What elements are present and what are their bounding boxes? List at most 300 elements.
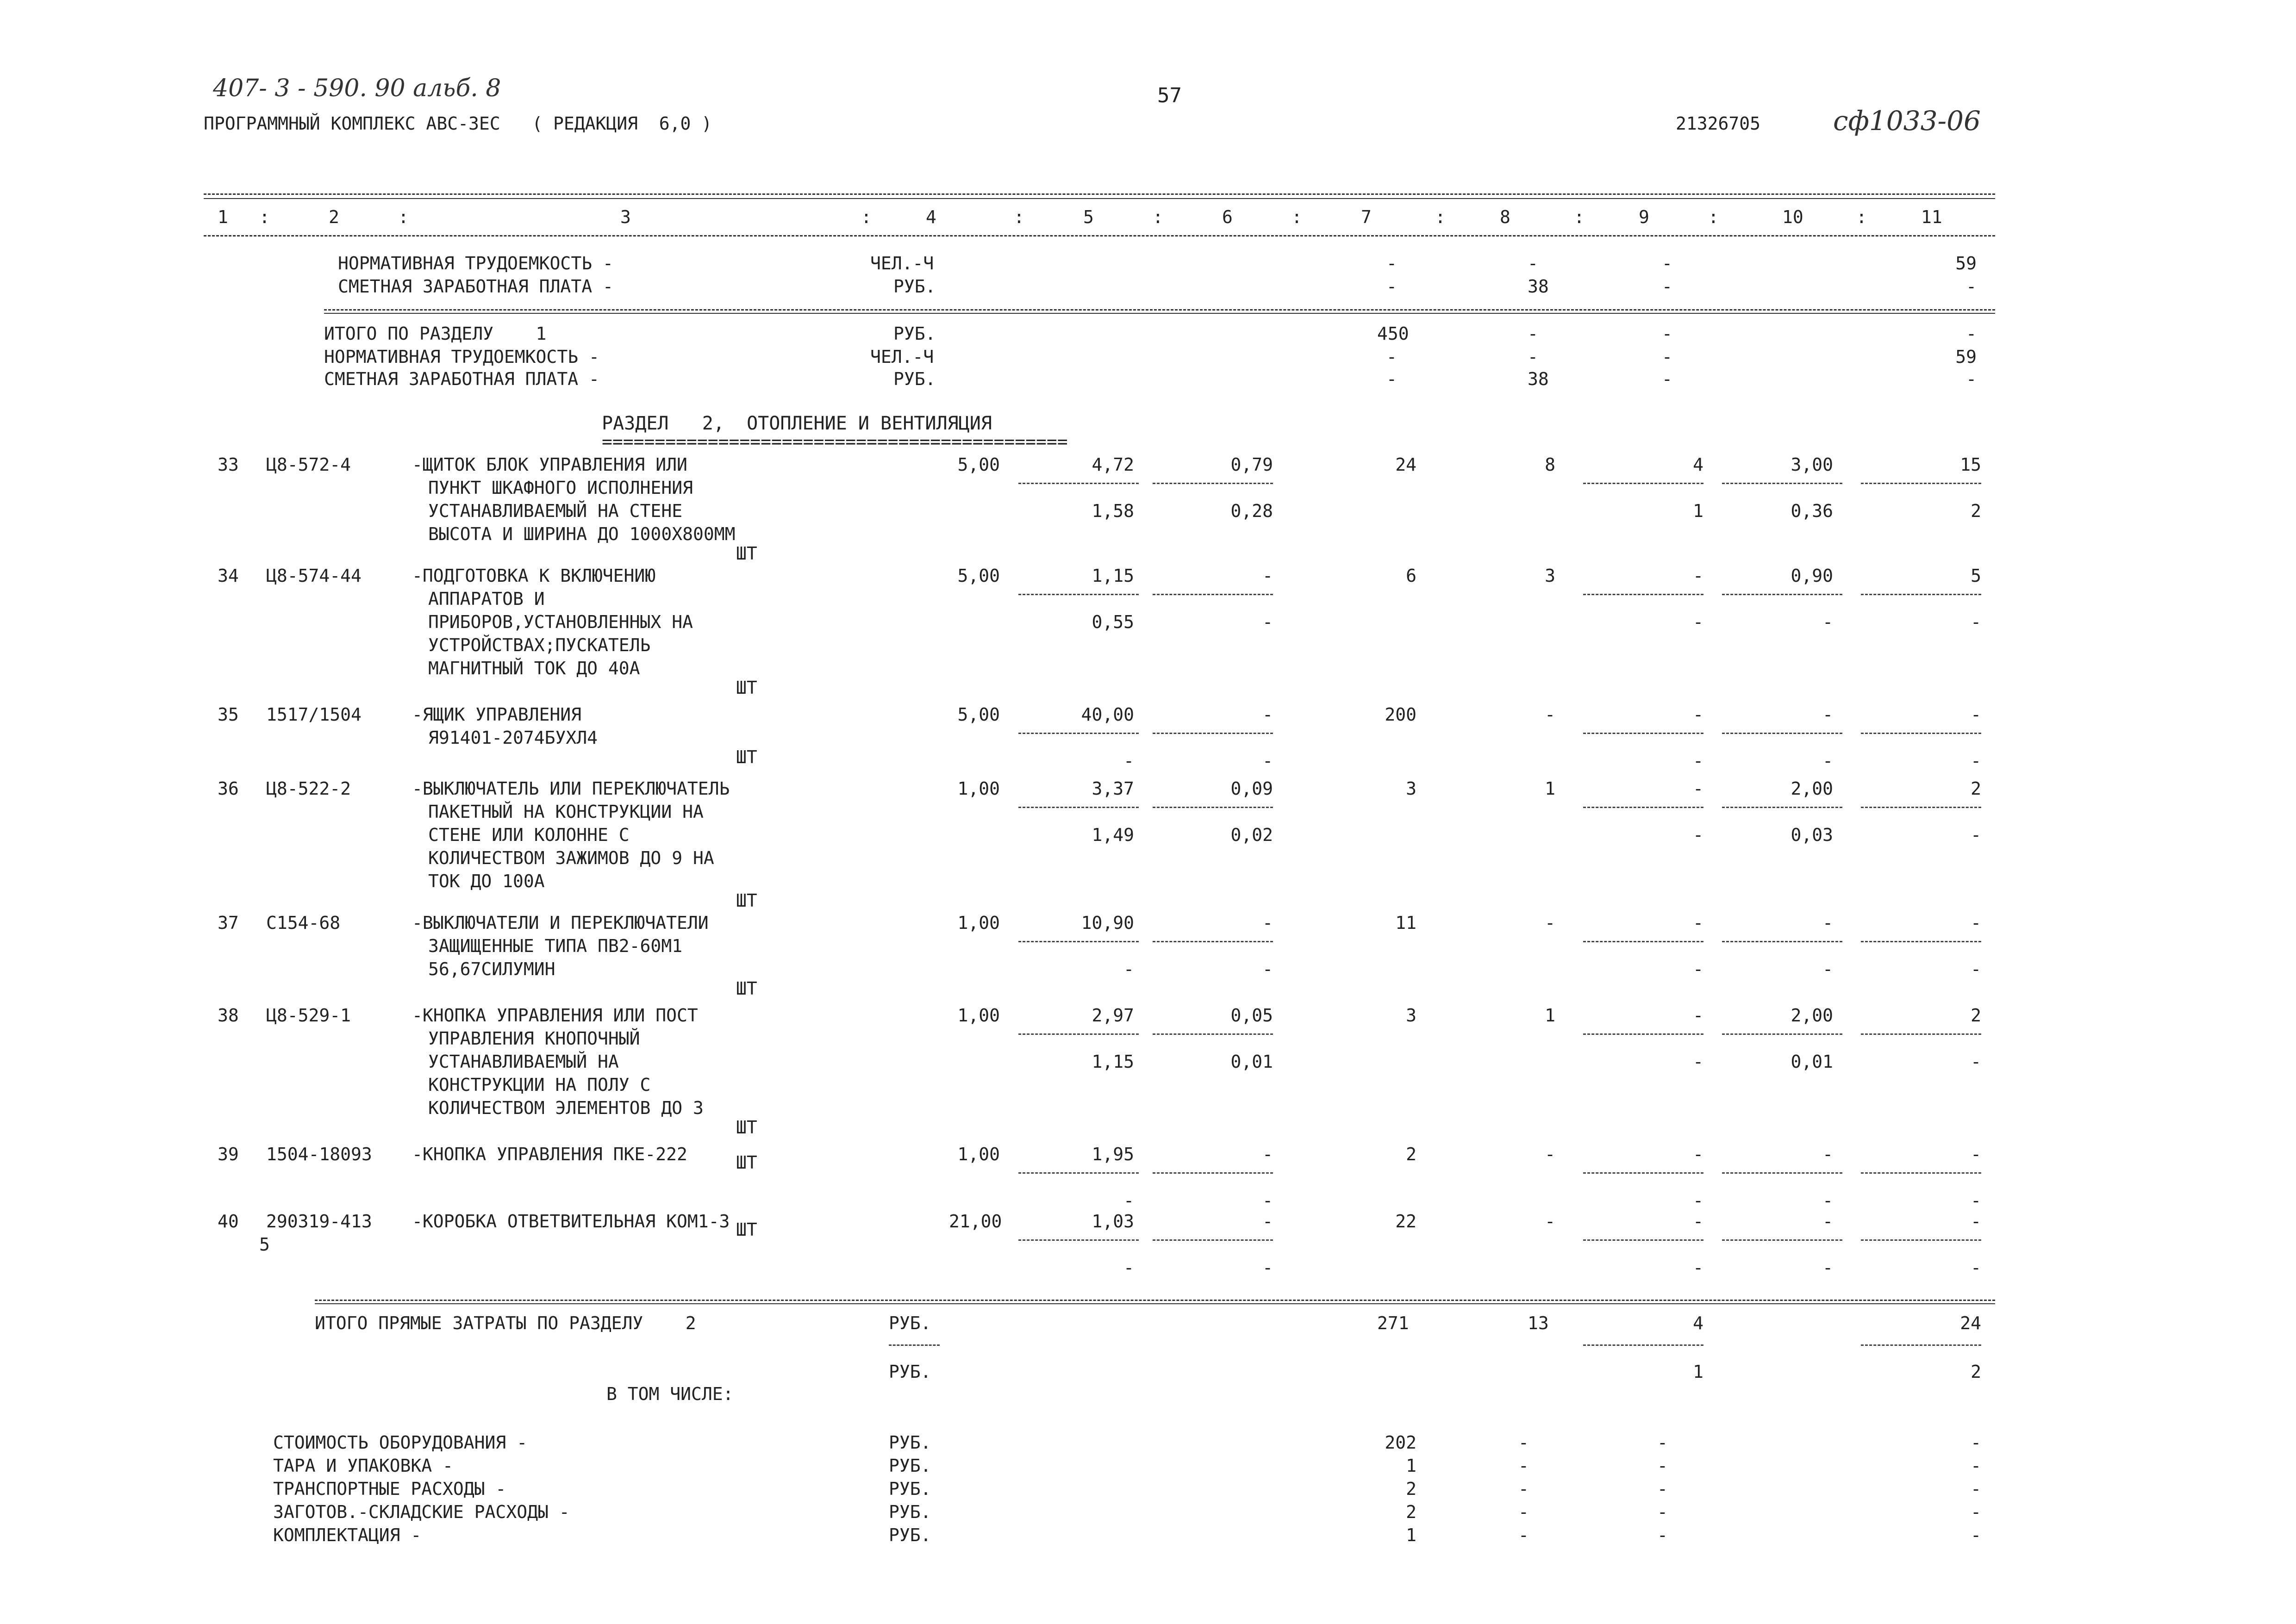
item-total-wage: 1	[1545, 778, 1555, 799]
col-11: 11	[1921, 207, 1942, 227]
item-labor-unit-machine: -	[1822, 1190, 1833, 1211]
item-subrule	[1153, 733, 1273, 734]
total-c8: -	[1528, 324, 1538, 344]
item-subrule	[1861, 807, 1981, 808]
item-subrule	[1018, 1172, 1139, 1174]
total-unit: ЧЕЛ.-Ч	[870, 347, 934, 367]
item-description-line: ВЫСОТА И ШИРИНА ДО 1000Х800ММ	[428, 524, 736, 544]
item-description-line: -ВЫКЛЮЧАТЕЛИ И ПЕРЕКЛЮЧАТЕЛИ	[412, 913, 709, 933]
total-c7: 450	[1377, 324, 1409, 344]
item-quantity: 1,00	[957, 778, 1000, 799]
item-description-line: -ЯЩИК УПРАВЛЕНИЯ	[412, 704, 582, 725]
item-description-line: АППАРАТОВ И	[428, 589, 545, 609]
section2-underline: ============================================	[602, 431, 1068, 452]
col-3: 3	[620, 207, 631, 227]
item-unit-cost-machine: -	[1123, 1257, 1134, 1278]
item-description-line: ТОК ДО 100А	[428, 871, 545, 891]
item-unit-cost-machine: 1,15	[1092, 1052, 1134, 1072]
item-description-line: УСТАНАВЛИВАЕМЫЙ НА СТЕНЕ	[428, 501, 683, 521]
item-wage-cost: -	[1262, 566, 1273, 586]
item-subrule	[1018, 807, 1139, 808]
item-unit: ШТ	[736, 978, 757, 999]
item-subrule	[1722, 807, 1842, 808]
item-subrule	[1583, 483, 1703, 484]
doc-number: 21326705	[1676, 113, 1761, 134]
item-number: 37	[218, 913, 239, 933]
breakdown-c8: -	[1518, 1502, 1529, 1522]
item-code: Ц8-522-2	[266, 778, 351, 799]
item-subrule	[1583, 1239, 1703, 1241]
item-subrule	[1018, 1033, 1139, 1035]
item-wage-cost-machine: 0,02	[1230, 825, 1273, 845]
item-labor-total-machine: 2	[1971, 501, 1981, 521]
item-code: 1517/1504	[266, 704, 362, 725]
item-description-line: -ВЫКЛЮЧАТЕЛЬ ИЛИ ПЕРЕКЛЮЧАТЕЛЬ	[412, 778, 730, 799]
section2-total-c7: 271	[1377, 1313, 1409, 1333]
summary-c9: -	[1662, 253, 1672, 274]
item-description-line: -КОРОБКА ОТВЕТВИТЕЛЬНАЯ КОМ1-3	[412, 1211, 730, 1232]
item-wage-cost-machine: -	[1262, 1257, 1273, 1278]
col-sep: :	[1574, 207, 1585, 227]
item-labor-total: -	[1971, 913, 1981, 933]
item-labor-unit: -	[1822, 704, 1833, 725]
item-quantity: 5,00	[957, 704, 1000, 725]
section1-rule2	[324, 313, 1995, 314]
col-6: 6	[1222, 207, 1233, 227]
item-labor-unit-machine: -	[1822, 751, 1833, 771]
item-wage-cost: -	[1262, 704, 1273, 725]
item-wage-cost-machine: -	[1262, 751, 1273, 771]
item-machines-wage: -	[1693, 959, 1703, 979]
item-labor-total-machine: -	[1971, 959, 1981, 979]
col-sep: :	[1435, 207, 1446, 227]
item-machines: -	[1693, 566, 1703, 586]
item-number: 35	[218, 704, 239, 725]
breakdown-label: ЗАГОТОВ.-СКЛАДСКИЕ РАСХОДЫ -	[273, 1502, 570, 1522]
col-10: 10	[1782, 207, 1803, 227]
item-unit: ШТ	[736, 1117, 757, 1138]
c11-underline	[1861, 1344, 1981, 1346]
item-subrule	[1583, 941, 1703, 942]
item-machines: -	[1693, 1005, 1703, 1026]
item-subrule	[1861, 733, 1981, 734]
col-sep: :	[1014, 207, 1024, 227]
section2-total-label: ИТОГО ПРЯМЫЕ ЗАТРАТЫ ПО РАЗДЕЛУ 2	[315, 1313, 696, 1333]
item-subrule	[1583, 1033, 1703, 1035]
breakdown-c8: -	[1518, 1479, 1529, 1499]
item-labor-total-machine: -	[1971, 1052, 1981, 1072]
item-subrule	[1153, 1239, 1273, 1241]
item-wage-cost-machine: 0,01	[1230, 1052, 1273, 1072]
item-subrule	[1018, 1239, 1139, 1241]
summary-c8: -	[1528, 253, 1538, 274]
item-machines-wage: -	[1693, 1052, 1703, 1072]
item-number: 38	[218, 1005, 239, 1026]
item-labor-unit: 2,00	[1791, 1005, 1833, 1026]
item-description-line: КОЛИЧЕСТВОМ ЗАЖИМОВ ДО 9 НА	[428, 848, 714, 868]
item-wage-cost-machine: -	[1262, 1190, 1273, 1211]
item-subrule	[1583, 1172, 1703, 1174]
col-sep: :	[1856, 207, 1867, 227]
item-wage-cost: 0,79	[1230, 454, 1273, 475]
item-total-cost: 2	[1406, 1144, 1416, 1164]
item-unit-cost-machine: 1,58	[1092, 501, 1134, 521]
item-wage-cost-machine: -	[1262, 612, 1273, 632]
col-7: 7	[1361, 207, 1372, 227]
item-unit: ШТ	[736, 1219, 757, 1240]
item-unit-cost: 10,90	[1081, 913, 1134, 933]
section2-total-unit2: РУБ.	[889, 1362, 931, 1382]
item-description-line: ПУНКТ ШКАФНОГО ИСПОЛНЕНИЯ	[428, 478, 693, 498]
item-subrule	[1722, 733, 1842, 734]
item-wage-cost: -	[1262, 1211, 1273, 1232]
item-description-line: ПАКЕТНЫЙ НА КОНСТРУКЦИИ НА	[428, 802, 704, 822]
breakdown-c9: -	[1657, 1479, 1668, 1499]
item-code: 1504-18093	[266, 1144, 372, 1164]
item-wage-cost: -	[1262, 1144, 1273, 1164]
summary-c7: -	[1386, 276, 1397, 297]
item-description-line: -КНОПКА УПРАВЛЕНИЯ ПКЕ-222	[412, 1144, 687, 1164]
item-total-wage: 1	[1545, 1005, 1555, 1026]
breakdown-unit: РУБ.	[889, 1525, 931, 1545]
item-total-wage: 3	[1545, 566, 1555, 586]
item-subrule	[1153, 1172, 1273, 1174]
handwritten-code: 407- 3 - 590. 90 альб. 8	[213, 75, 501, 102]
breakdown-c7: 1	[1406, 1525, 1416, 1545]
item-description-line: УСТАНАВЛИВАЕМЫЙ НА	[428, 1052, 619, 1072]
item-labor-unit: 2,00	[1791, 778, 1833, 799]
item-labor-total-machine: -	[1971, 1257, 1981, 1278]
item-unit-cost: 40,00	[1081, 704, 1134, 725]
item-description-line: СТЕНЕ ИЛИ КОЛОННЕ С	[428, 825, 630, 845]
item-subrule	[1153, 594, 1273, 595]
section1-rule	[324, 309, 1995, 311]
item-machines-wage: -	[1693, 1257, 1703, 1278]
item-unit-cost-machine: 1,49	[1092, 825, 1134, 845]
item-subrule	[1722, 1172, 1842, 1174]
breakdown-c11: -	[1971, 1479, 1981, 1499]
item-subrule	[1722, 1033, 1842, 1035]
breakdown-unit: РУБ.	[889, 1502, 931, 1522]
item-labor-total: -	[1971, 1144, 1981, 1164]
item-subrule	[1583, 594, 1703, 595]
item-machines-wage: -	[1693, 825, 1703, 845]
breakdown-c7: 2	[1406, 1479, 1416, 1499]
item-total-cost: 3	[1406, 1005, 1416, 1026]
item-total-wage: -	[1545, 704, 1555, 725]
section2-title: РАЗДЕЛ 2, ОТОПЛЕНИЕ И ВЕНТИЛЯЦИЯ	[602, 413, 992, 434]
section2-total-c9b: 1	[1693, 1362, 1703, 1382]
item-unit-cost: 1,03	[1092, 1211, 1134, 1232]
total-label: ИТОГО ПО РАЗДЕЛУ 1	[324, 324, 547, 344]
unit-underline	[889, 1344, 940, 1346]
section2-total-unit: РУБ.	[889, 1313, 931, 1333]
item-labor-total-machine: -	[1971, 825, 1981, 845]
item-labor-unit: 3,00	[1791, 454, 1833, 475]
item-unit-cost: 1,95	[1092, 1144, 1134, 1164]
section2-rule2	[315, 1303, 1995, 1304]
item-quantity: 5,00	[957, 454, 1000, 475]
col-4: 4	[926, 207, 936, 227]
item-wage-cost: 0,09	[1230, 778, 1273, 799]
item-subrule	[1861, 1172, 1981, 1174]
item-labor-total-machine: -	[1971, 612, 1981, 632]
item-subrule	[1722, 1239, 1842, 1241]
item-machines: -	[1693, 778, 1703, 799]
breakdown-unit: РУБ.	[889, 1432, 931, 1453]
item-quantity: 5,00	[957, 566, 1000, 586]
item-subrule	[1018, 594, 1139, 595]
total-label: НОРМАТИВНАЯ ТРУДОЕМКОСТЬ -	[324, 347, 599, 367]
breakdown-c8: -	[1518, 1456, 1529, 1476]
item-unit-cost: 2,97	[1092, 1005, 1134, 1026]
summary-c8: 38	[1528, 276, 1549, 297]
header-rule-top	[204, 193, 1995, 195]
total-c8: -	[1528, 347, 1538, 367]
breakdown-c7: 202	[1385, 1432, 1416, 1453]
item-quantity: 1,00	[957, 1144, 1000, 1164]
item-subrule	[1153, 483, 1273, 484]
item-unit-cost-machine: -	[1123, 959, 1134, 979]
total-c11: 59	[1955, 347, 1977, 367]
item-subrule	[1018, 733, 1139, 734]
summary-label: СМЕТНАЯ ЗАРАБОТНАЯ ПЛАТА -	[338, 276, 613, 297]
section2-total-c11b: 2	[1971, 1362, 1981, 1382]
summary-c7: -	[1386, 253, 1397, 274]
summary-unit: РУБ.	[893, 276, 936, 297]
item-unit-cost: 4,72	[1092, 454, 1134, 475]
item-unit: ШТ	[736, 747, 757, 767]
total-c11: -	[1966, 369, 1977, 389]
col-8: 8	[1500, 207, 1510, 227]
item-subrule	[1861, 941, 1981, 942]
summary-c11: 59	[1955, 253, 1977, 274]
item-total-cost: 11	[1395, 913, 1416, 933]
item-unit-cost: 1,15	[1092, 566, 1134, 586]
col-sep: :	[1153, 207, 1163, 227]
item-labor-unit-machine: 0,36	[1791, 501, 1833, 521]
item-unit: ШТ	[736, 1152, 757, 1173]
item-number: 39	[218, 1144, 239, 1164]
col-9: 9	[1639, 207, 1649, 227]
item-description-line: КОНСТРУКЦИИ НА ПОЛУ С	[428, 1075, 651, 1095]
including-label: В ТОМ ЧИСЛЕ:	[606, 1384, 734, 1404]
total-c9: -	[1662, 324, 1672, 344]
item-machines: -	[1693, 913, 1703, 933]
item-labor-unit-machine: 0,01	[1791, 1052, 1833, 1072]
item-description-line: 56,67СИЛУМИН	[428, 959, 555, 979]
total-c7: -	[1386, 369, 1397, 389]
item-code: Ц8-529-1	[266, 1005, 351, 1026]
item-labor-total-machine: -	[1971, 1190, 1981, 1211]
col-sep: :	[398, 207, 409, 227]
col-sep: :	[861, 207, 872, 227]
breakdown-c9: -	[1657, 1502, 1668, 1522]
col-sep: :	[1292, 207, 1302, 227]
item-unit-cost-machine: -	[1123, 1190, 1134, 1211]
item-total-cost: 6	[1406, 566, 1416, 586]
breakdown-c11: -	[1971, 1432, 1981, 1453]
item-description-line: ЗАЩИЩЕННЫЕ ТИПА ПВ2-60М1	[428, 936, 683, 956]
total-unit: РУБ.	[893, 369, 936, 389]
item-labor-unit-machine: -	[1822, 612, 1833, 632]
breakdown-c7: 2	[1406, 1502, 1416, 1522]
col-sep: :	[259, 207, 270, 227]
item-description-line: -КНОПКА УПРАВЛЕНИЯ ИЛИ ПОСТ	[412, 1005, 698, 1026]
col-2: 2	[329, 207, 339, 227]
item-code: С154-68	[266, 913, 341, 933]
header-rule-top2	[204, 198, 1995, 199]
item-subrule	[1861, 1033, 1981, 1035]
item-description-line: УСТРОЙСТВАХ;ПУСКАТЕЛЬ	[428, 635, 651, 655]
item-subrule	[1153, 941, 1273, 942]
item-labor-unit-machine: -	[1822, 1257, 1833, 1278]
summary-label: НОРМАТИВНАЯ ТРУДОЕМКОСТЬ -	[338, 253, 613, 274]
item-subrule	[1583, 807, 1703, 808]
col-1: 1	[218, 207, 228, 227]
summary-unit: ЧЕЛ.-Ч	[870, 253, 934, 274]
total-c11: -	[1966, 324, 1977, 344]
breakdown-c8: -	[1518, 1432, 1529, 1453]
item-quantity: 1,00	[957, 1005, 1000, 1026]
breakdown-label: ТАРА И УПАКОВКА -	[273, 1456, 453, 1476]
item-subrule	[1861, 1239, 1981, 1241]
total-c7: -	[1386, 347, 1397, 367]
item-labor-total: 5	[1971, 566, 1981, 586]
item-code-cont: 5	[259, 1234, 270, 1255]
breakdown-c11: -	[1971, 1502, 1981, 1522]
item-total-wage: 8	[1545, 454, 1555, 475]
summary-c9: -	[1662, 276, 1672, 297]
item-labor-unit-machine: 0,03	[1791, 825, 1833, 845]
item-labor-total: 2	[1971, 1005, 1981, 1026]
item-description-line: ПРИБОРОВ,УСТАНОВЛЕННЫХ НА	[428, 612, 693, 632]
item-number: 36	[218, 778, 239, 799]
item-code: Ц8-574-44	[266, 566, 362, 586]
breakdown-c7: 1	[1406, 1456, 1416, 1476]
item-unit-cost-machine: 0,55	[1092, 612, 1134, 632]
item-machines: -	[1693, 1211, 1703, 1232]
breakdown-label: КОМПЛЕКТАЦИЯ -	[273, 1525, 422, 1545]
breakdown-c8: -	[1518, 1525, 1529, 1545]
item-machines-wage: -	[1693, 751, 1703, 771]
breakdown-c9: -	[1657, 1432, 1668, 1453]
item-labor-total: 2	[1971, 778, 1981, 799]
breakdown-unit: РУБ.	[889, 1479, 931, 1499]
col-5: 5	[1083, 207, 1094, 227]
header-rule-bottom	[204, 235, 1995, 236]
item-total-cost: 200	[1385, 704, 1416, 725]
item-subrule	[1722, 594, 1842, 595]
item-labor-unit-machine: -	[1822, 959, 1833, 979]
total-c9: -	[1662, 347, 1672, 367]
item-machines: 4	[1693, 454, 1703, 475]
breakdown-c9: -	[1657, 1456, 1668, 1476]
section2-total-c11: 24	[1960, 1313, 1981, 1333]
breakdown-c11: -	[1971, 1456, 1981, 1476]
item-subrule	[1722, 483, 1842, 484]
total-label: СМЕТНАЯ ЗАРАБОТНАЯ ПЛАТА -	[324, 369, 599, 389]
item-unit: ШТ	[736, 543, 757, 564]
col-sep: :	[1708, 207, 1719, 227]
item-machines-wage: -	[1693, 612, 1703, 632]
item-wage-cost-machine: 0,28	[1230, 501, 1273, 521]
item-description-line: КОЛИЧЕСТВОМ ЭЛЕМЕНТОВ ДО 3	[428, 1098, 704, 1118]
item-labor-total: -	[1971, 1211, 1981, 1232]
section2-total-c9: 4	[1693, 1313, 1703, 1333]
item-machines: -	[1693, 1144, 1703, 1164]
item-subrule	[1861, 483, 1981, 484]
item-total-cost: 24	[1395, 454, 1416, 475]
handwritten-ref: сф1033-06	[1833, 105, 1981, 137]
item-quantity: 1,00	[957, 913, 1000, 933]
breakdown-c11: -	[1971, 1525, 1981, 1545]
item-machines-wage: 1	[1693, 501, 1703, 521]
item-wage-cost: -	[1262, 913, 1273, 933]
item-description-line: МАГНИТНЫЙ ТОК ДО 40А	[428, 658, 640, 678]
item-description-line: УПРАВЛЕНИЯ КНОПОЧНЫЙ	[428, 1028, 640, 1049]
item-subrule	[1153, 1033, 1273, 1035]
total-c9: -	[1662, 369, 1672, 389]
item-wage-cost: 0,05	[1230, 1005, 1273, 1026]
item-labor-unit: 0,90	[1791, 566, 1833, 586]
item-subrule	[1583, 733, 1703, 734]
program-line: ПРОГРАММНЫЙ КОМПЛЕКС АВС-3ЕС ( РЕДАКЦИЯ 6,0 )	[204, 113, 712, 134]
page-number: 57	[1157, 84, 1182, 107]
item-wage-cost-machine: -	[1262, 959, 1273, 979]
item-description-line: -ПОДГОТОВКА К ВКЛЮЧЕНИЮ	[412, 566, 656, 586]
item-unit: ШТ	[736, 678, 757, 698]
item-labor-total: 15	[1960, 454, 1981, 475]
breakdown-unit: РУБ.	[889, 1456, 931, 1476]
item-code: Ц8-572-4	[266, 454, 351, 475]
item-subrule	[1153, 807, 1273, 808]
item-total-cost: 3	[1406, 778, 1416, 799]
total-c8: 38	[1528, 369, 1549, 389]
item-labor-total-machine: -	[1971, 751, 1981, 771]
item-number: 40	[218, 1211, 239, 1232]
breakdown-label: СТОИМОСТЬ ОБОРУДОВАНИЯ -	[273, 1432, 528, 1453]
item-subrule	[1722, 941, 1842, 942]
item-machines: -	[1693, 704, 1703, 725]
item-total-wage: -	[1545, 1144, 1555, 1164]
item-labor-unit: -	[1822, 913, 1833, 933]
item-subrule	[1018, 483, 1139, 484]
c9-underline	[1583, 1344, 1703, 1346]
item-number: 33	[218, 454, 239, 475]
item-number: 34	[218, 566, 239, 586]
item-description-line: -ЩИТОК БЛОК УПРАВЛЕНИЯ ИЛИ	[412, 454, 687, 475]
breakdown-label: ТРАНСПОРТНЫЕ РАСХОДЫ -	[273, 1479, 506, 1499]
item-unit-cost-machine: -	[1123, 751, 1134, 771]
item-labor-unit: -	[1822, 1211, 1833, 1232]
section2-total-c8: 13	[1528, 1313, 1549, 1333]
item-description-line: Я91401-2074БУХЛ4	[428, 728, 598, 748]
breakdown-c9: -	[1657, 1525, 1668, 1545]
item-unit-cost: 3,37	[1092, 778, 1134, 799]
item-labor-total: -	[1971, 704, 1981, 725]
item-unit: ШТ	[736, 890, 757, 911]
item-subrule	[1861, 594, 1981, 595]
item-subrule	[1018, 941, 1139, 942]
total-unit: РУБ.	[893, 324, 936, 344]
item-labor-unit: -	[1822, 1144, 1833, 1164]
item-quantity: 21,00	[949, 1211, 1002, 1232]
item-code: 290319-413	[266, 1211, 372, 1232]
item-total-cost: 22	[1395, 1211, 1416, 1232]
item-total-wage: -	[1545, 913, 1555, 933]
section2-rule	[315, 1300, 1995, 1301]
